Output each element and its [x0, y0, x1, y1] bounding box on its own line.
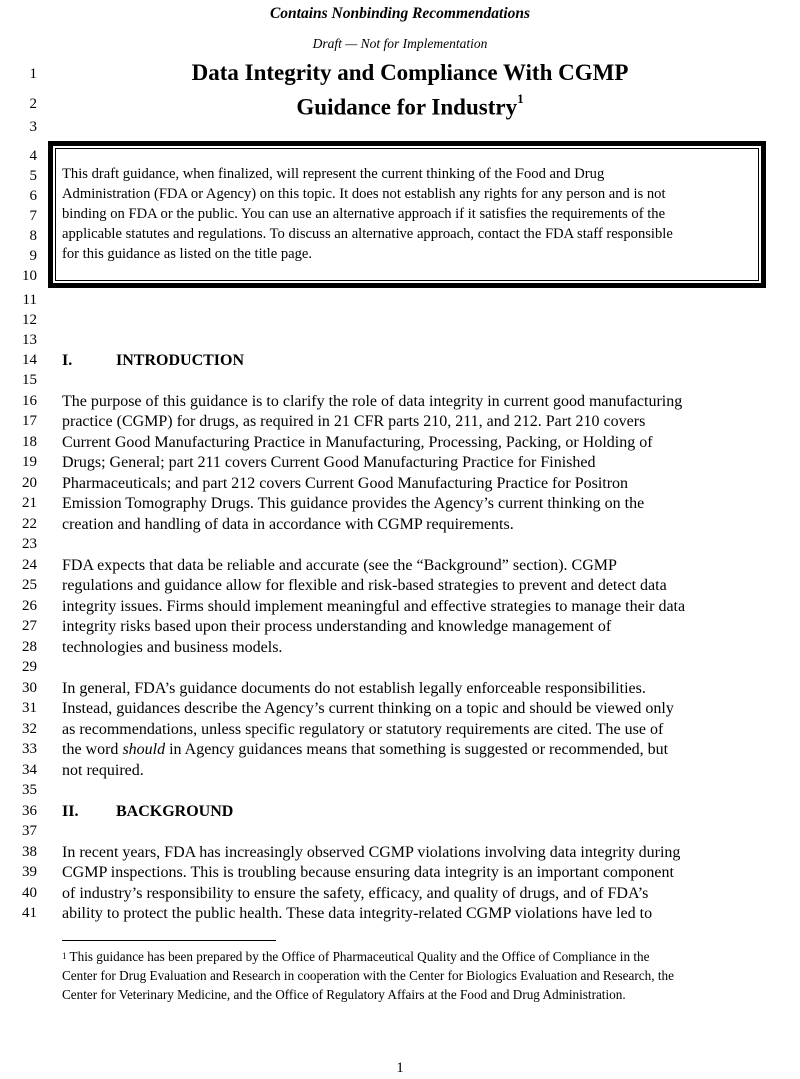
- line-number: 17: [22, 413, 37, 429]
- line-number: 36: [22, 803, 37, 819]
- line-number: 34: [22, 762, 37, 778]
- disclaimer-line: for this guidance as listed on the title page.: [62, 246, 313, 262]
- line-number: 25: [22, 577, 37, 593]
- line-number: 9: [29, 248, 37, 264]
- page-number: 1: [396, 1060, 404, 1076]
- line-number: 22: [22, 516, 37, 532]
- body-line: Current Good Manufacturing Practice in Manufacturing, Processing, Packing, or Holding of: [62, 434, 653, 451]
- body-line: FDA expects that data be reliable and accurate (see the “Background” section). CGMP: [62, 557, 617, 574]
- nonbinding-header: Contains Nonbinding Recommendations: [269, 5, 531, 22]
- body-line: ability to protect the public health. These data integrity-related CGMP violations have led to: [62, 905, 653, 922]
- line-number: 24: [22, 557, 37, 573]
- line-number: 35: [22, 782, 37, 798]
- line-number: 28: [22, 639, 37, 655]
- line-number: 12: [22, 312, 37, 328]
- body-line: of industry’s responsibility to ensure the safety, efficacy, and quality of drugs, and of FDA’s: [62, 885, 649, 902]
- line-number: 13: [22, 332, 37, 348]
- body-line: technologies and business models.: [62, 639, 283, 656]
- line-number: 31: [22, 700, 37, 716]
- line-number: 39: [22, 864, 37, 880]
- line-number: 6: [29, 188, 37, 204]
- body-line: The purpose of this guidance is to clarify the role of data integrity in current good manufacturing: [62, 393, 683, 410]
- line-number: 1: [29, 66, 37, 82]
- line-number: 3: [29, 119, 37, 135]
- line-number: 40: [22, 885, 37, 901]
- body-line: Emission Tomography Drugs. This guidance provides the Agency’s current thinking on the: [62, 495, 645, 512]
- line-number: 38: [22, 844, 37, 860]
- section-title: INTRODUCTION: [116, 352, 245, 369]
- body-line: creation and handling of data in accordance with CGMP requirements.: [62, 516, 514, 533]
- body-line: [62, 740, 668, 760]
- section-number: I.: [62, 352, 73, 369]
- document-title: Data Integrity and Compliance With CGMP: [191, 60, 629, 85]
- footnote-text: This guidance has been prepared by the Office of Pharmaceutical Quality and the Office of Compliance in the: [66, 949, 650, 964]
- body-text: the word: [62, 741, 123, 758]
- section-title: BACKGROUND: [116, 803, 234, 820]
- body-line: Instead, guidances describe the Agency’s current thinking on a topic and should be viewed only: [62, 700, 674, 717]
- line-number: 41: [22, 905, 37, 921]
- line-number: 30: [22, 680, 37, 696]
- line-number: 8: [29, 228, 37, 244]
- line-number: 27: [22, 618, 37, 634]
- emphasis-should: should: [122, 741, 166, 758]
- line-number: 14: [22, 352, 37, 368]
- disclaimer-line: applicable statutes and regulations. To discuss an alternative approach, contact the FDA staff responsible: [62, 226, 673, 242]
- line-number: 10: [22, 268, 37, 284]
- footnote-line: Center for Veterinary Medicine, and the Office of Regulatory Affairs at the Food and Drug Administration.: [62, 987, 626, 1002]
- body-line: In general, FDA’s guidance documents do not establish legally enforceable responsibilities.: [62, 680, 646, 697]
- line-number: 15: [22, 372, 37, 388]
- disclaimer-line: This draft guidance, when finalized, will represent the current thinking of the Food and Drug: [62, 166, 605, 182]
- footnote-line: [62, 947, 649, 968]
- line-number: 37: [22, 823, 37, 839]
- body-text: in Agency guidances means that something is suggested or recommended, but: [165, 741, 669, 758]
- body-line: as recommendations, unless specific regulatory or statutory requirements are cited. The use of: [62, 721, 664, 738]
- body-line: CGMP inspections. This is troubling because ensuring data integrity is an important component: [62, 864, 674, 881]
- line-number: 16: [22, 393, 37, 409]
- body-line: not required.: [62, 762, 144, 779]
- line-number: 11: [22, 292, 37, 308]
- line-number: 7: [29, 208, 37, 224]
- line-number: 4: [29, 148, 37, 164]
- disclaimer-line: Administration (FDA or Agency) on this topic. It does not establish any rights for any person and is not: [62, 186, 666, 202]
- line-number: 20: [22, 475, 37, 491]
- line-number: 18: [22, 434, 37, 450]
- footnote-line: Center for Drug Evaluation and Research in cooperation with the Center for Biologics Evaluation and Research, the: [62, 968, 674, 983]
- line-number: 29: [22, 659, 37, 675]
- footnote-reference: 1: [517, 91, 524, 106]
- body-line: integrity issues. Firms should implement meaningful and effective strategies to manage their data: [62, 598, 686, 615]
- line-number: 5: [29, 168, 37, 184]
- line-number: 21: [22, 495, 37, 511]
- body-line: practice (CGMP) for drugs, as required in 21 CFR parts 210, 211, and 212. Part 210 covers: [62, 413, 646, 430]
- body-line: Drugs; General; part 211 covers Current Good Manufacturing Practice for Finished: [62, 454, 596, 471]
- footnote-separator: [62, 940, 276, 941]
- document-subtitle: [120, 89, 700, 121]
- body-line: In recent years, FDA has increasingly observed CGMP violations involving data integrity during: [62, 844, 681, 861]
- line-number: 19: [22, 454, 37, 470]
- section-number: II.: [62, 803, 79, 820]
- draft-header: Draft — Not for Implementation: [312, 36, 488, 51]
- line-number: 26: [22, 598, 37, 614]
- body-line: regulations and guidance allow for flexible and risk-based strategies to prevent and detect data: [62, 577, 667, 594]
- line-number: 2: [29, 96, 37, 112]
- line-number: 23: [22, 536, 37, 552]
- subtitle-text: Guidance for Industry: [296, 94, 518, 120]
- disclaimer-line: binding on FDA or the public. You can use an alternative approach if it satisfies the requirements of the: [62, 206, 666, 222]
- line-number: 33: [22, 741, 37, 757]
- line-number: 32: [22, 721, 37, 737]
- body-line: Pharmaceuticals; and part 212 covers Current Good Manufacturing Practice for Positron: [62, 475, 629, 492]
- footnote-marker: 1: [62, 951, 67, 961]
- body-line: integrity risks based upon their process understanding and knowledge management of: [62, 618, 612, 635]
